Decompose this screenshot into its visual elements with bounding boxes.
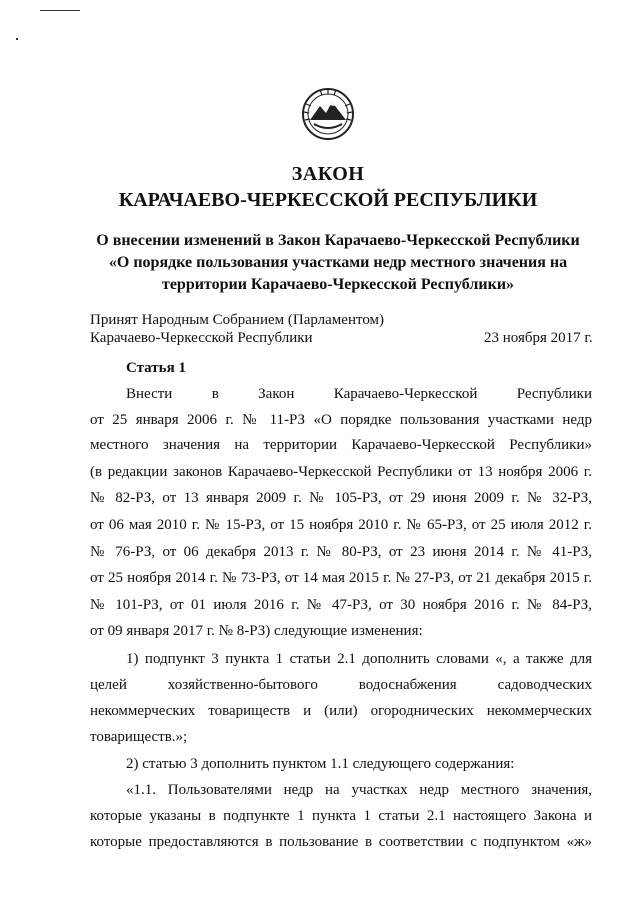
body-line: (в редакции законов Карачаево-Черкесской Республики от 13 ноября 2006 г. [90, 464, 592, 480]
body-line: от 25 ноября 2014 г. № 73-РЗ, от 14 мая 2015 г. № 27-РЗ, от 21 декабря 2015 г. [90, 570, 592, 586]
list-item: 2) статью 3 дополнить пунктом 1.1 следующего содержания: [126, 756, 515, 772]
scan-mark [16, 38, 18, 40]
coat-of-arms-emblem [300, 86, 356, 142]
body-line: от 25 января 2006 г. № 11-РЗ «О порядке пользования участками недр [90, 412, 592, 428]
body-line: № 82-РЗ, от 13 января 2009 г. № 105-РЗ, от 29 июня 2009 г. № 32-РЗ, [90, 490, 592, 506]
body-line: № 76-РЗ, от 06 декабря 2013 г. № 80-РЗ, от 23 июня 2014 г. № 41-РЗ, [90, 544, 592, 560]
document-title-republic: КАРАЧАЕВО-ЧЕРКЕССКОЙ РЕСПУБЛИКИ [118, 189, 538, 211]
list-item: 1) подпункт 3 пункта 1 статьи 2.1 дополнить словами «, а также для [126, 651, 592, 667]
document-title: ЗАКОН [291, 163, 365, 185]
body-line: № 101-РЗ, от 01 июля 2016 г. № 47-РЗ, от 30 ноября 2016 г. № 84-РЗ, [90, 597, 592, 613]
body-line: которые указаны в подпункте 1 пункта 1 статьи 2.1 настоящего Закона и [90, 808, 592, 824]
body-line: некоммерческих товариществ и (или) огороднических некоммерческих [90, 703, 592, 719]
law-subtitle: О внесении изменений в Закон Карачаево-Черкесской Республики «О порядке пользования участками недр местного значения на территории Карачаево-Черкесской Республики» [96, 232, 580, 293]
body-line: которые предоставляются в пользование в соответствии с подпунктом «ж» [90, 834, 592, 850]
adoption-line: Карачаево-Черкесской Республики [90, 330, 313, 346]
body-line: местного значения на территории Карачаево-Черкесской Республики» [90, 437, 592, 453]
adoption-date: 23 ноября 2017 г. [484, 330, 593, 346]
adoption-line: Принят Народным Собранием (Парламентом) [90, 312, 385, 328]
quoted-paragraph: «1.1. Пользователями недр на участках недр местного значения, [126, 782, 592, 798]
body-line: от 09 января 2017 г. № 8-РЗ) следующие изменения: [90, 623, 423, 639]
body-line: целей хозяйственно-бытового водоснабжения садоводческих [90, 677, 592, 693]
body-line: Внести в Закон Карачаево-Черкесской Республики [126, 386, 592, 402]
scan-mark [40, 10, 80, 11]
body-line: товариществ.»; [90, 729, 188, 745]
body-line: от 06 мая 2010 г. № 15-РЗ, от 15 ноября 2010 г. № 65-РЗ, от 25 июля 2012 г. [90, 517, 592, 533]
article-heading: Статья 1 [126, 360, 186, 376]
